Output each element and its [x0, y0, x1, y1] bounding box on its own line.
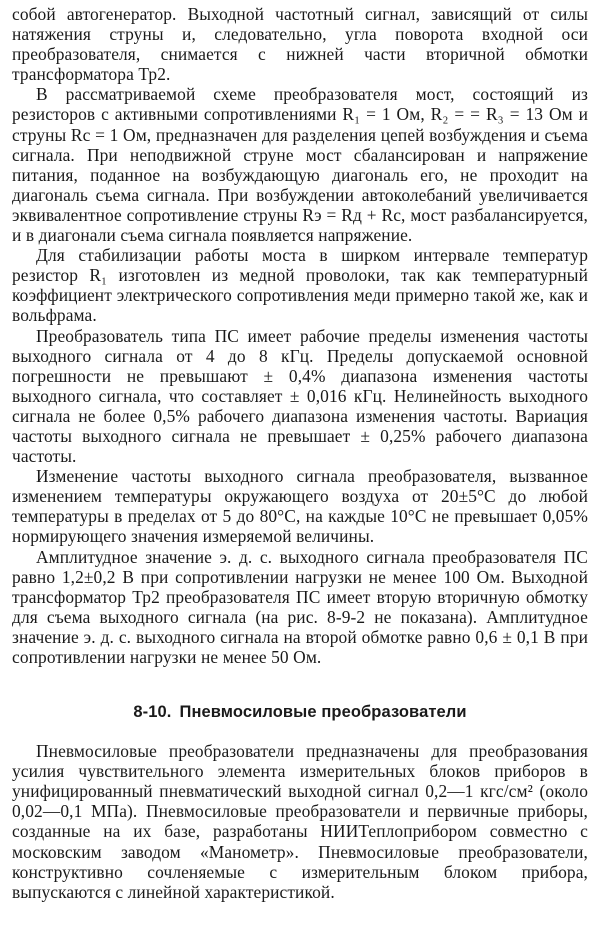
section-number: 8-10. [133, 703, 172, 722]
paragraph-frequency-limits: Преобразователь типа ПС имеет рабочие пределы изменения частоты выходного сигнала от 4 до 8 кГц. Пределы допускаемой основной погрешности не превышают ± 0,4% диапазона изменения частоты выходного сигнала, что составляет ± 0,016 кГц. Нелинейность выходного сигнала не более 0,5% рабочего диапазона изменения частоты. Вариация частоты выходного сигнала не превышает ± 0,25% рабочего диапазона частоты. [12, 325, 588, 467]
paragraph-pneumatic-intro: Пневмосиловые преобразователи предназначены для преобразования усилия чувствительного элемента измерительных блоков приборов в унифицированный пневматический выходной сигнал 0,2—1 кгс/см² (около 0,02—0,1 МПа). Пневмосиловые преобразователи и первичные приборы, созданные на их базе, разработаны НИИТеплоприбором совместно с московским заводом «Манометр». Пневмосиловые преобразователи, конструктивно сочленяемые с измерительным блоком прибора, выпускаются с линейной характеристикой. [12, 741, 588, 902]
paragraph-bridge-description: В рассматриваемой схеме преобразователя мост, состоящий из резисторов с активными сопротивлениями R₁ = 1 Ом, R₂ = = R₃ = 13 Ом и струны Rс = 1 Ом, предназначен для разделения цепей возбуждения и съема сигнала. При неподвижной струне мост сбалансирован и напряжение питания, поданное на возбуждающую диагональ его, не проходит на диагональ съема сигнала. При возбуждении автоколебаний увеличивается эквивалентное сопротивление струны Rэ = Rд + Rс, мост разбалансируется, и в диагонали съема сигнала появляется напряжение. [12, 84, 588, 246]
section-title: Пневмосиловые преобразователи [179, 703, 467, 722]
paragraph-amplitude: Амплитудное значение э. д. с. выходного сигнала преобразователя ПС равно 1,2±0,2 В при сопротивлении нагрузки не менее 100 Ом. Выходной трансформатор Тр2 преобразователя ПС имеет вторую вторичную обмотку для съема выходного сигнала (на рис. 8-9-2 не показана). Амплитудное значение э. д. с. выходного сигнала на второй обмотке равно 0,6 ± 0,1 В при сопротивлении нагрузки не менее 50 Ом. [12, 546, 588, 667]
document-page [12, 4, 588, 902]
paragraph-stabilization: Для стабилизации работы моста в шиpком интервале температур резистор R₁ изготовлен из медной проволоки, так как температурный коэффициент электрического сопротивления меди примерно такой же, как и вольфрама. [12, 245, 588, 326]
section-heading [12, 702, 588, 722]
paragraph-temperature-effect: Изменение частоты выходного сигнала преобразователя, вызванное изменением температуры окружающего воздуха от 20±5°С до любой температуры в пределах от 5 до 80°С, на каждые 10°С не превышает 0,05% нормирующего значения измеряемой величины. [12, 466, 588, 547]
paragraph-continuation: собой автогенератор. Выходной частотный сигнал, зависящий от силы натяжения струны и, следовательно, угла поворота входной оси преобразователя, снимается с нижней части вторичной обмотки трансформатора Тр2. [12, 4, 588, 85]
